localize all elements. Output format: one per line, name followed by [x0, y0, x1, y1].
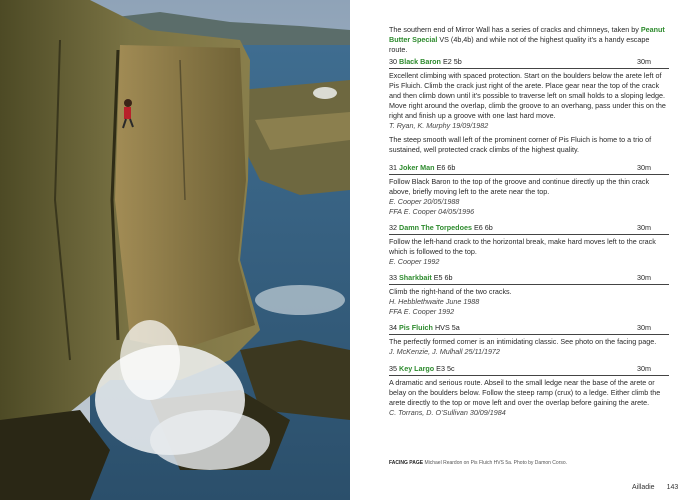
route-length: 30m: [637, 323, 651, 332]
section-paragraph: The steep smooth wall left of the prominent corner of Pis Fluich is home to a trio of sustained, well protected crack climbs of the highest quality.: [389, 135, 652, 154]
route-number: 31: [389, 163, 397, 172]
route-entry: [389, 323, 669, 357]
first-free-ascent: FFA E. Cooper 1992: [389, 307, 455, 316]
route-description: The perfectly formed corner is an intimidating classic. See photo on the facing page.: [389, 337, 657, 346]
route-header: [389, 364, 669, 376]
first-ascent: J. McKenzie, J. Mulhall 25/11/1972: [389, 347, 500, 356]
route-entry: [389, 223, 669, 267]
route-header: [389, 273, 669, 285]
route-grade: E5 6b: [433, 273, 453, 282]
route-number: 34: [389, 323, 397, 332]
first-ascent: C. Torrans, D. O’Sullivan 30/09/1984: [389, 408, 506, 417]
route-description: Follow the left-hand crack to the horizontal break, make hard moves left to the crack which is followed to the top.: [389, 237, 656, 256]
route-number: 32: [389, 223, 397, 232]
route-entry: [389, 273, 669, 317]
route-grade: E3 5c: [436, 364, 455, 373]
page-number: 143: [666, 484, 679, 491]
caption-text: Michael Reardon on Pis Fluich HVS 5a. Photo by Damon Corso.: [423, 460, 568, 466]
first-ascent: E. Cooper 1992: [389, 257, 440, 266]
guidebook-page: [350, 0, 700, 500]
route-length: 30m: [637, 273, 651, 282]
route-header: [389, 323, 669, 335]
route-description: A dramatic and serious route. Abseil to the small ledge near the base of the arete or belay on the boulders below. Follow the steep ramp (crux) to a ledge. Either climb the arete directly to the top or move left and over the overlap before gaining the arete.: [389, 378, 661, 407]
route-entry: [389, 163, 669, 217]
first-ascent: H. Hebblethwaite June 1988: [389, 297, 480, 306]
route-header: [389, 57, 669, 69]
route-length: 30m: [637, 57, 651, 66]
route-grade: E2 5b: [442, 57, 462, 66]
first-ascent: T. Ryan, K. Murphy 19/09/1982: [389, 121, 489, 130]
first-free-ascent: FFA E. Cooper 04/05/1996: [389, 207, 475, 216]
caption-label: FACING PAGE: [389, 460, 424, 466]
route-grade: HVS 5a: [434, 323, 460, 332]
photo-caption: [389, 460, 679, 466]
intro-text-after: VS (4b,4b) and while not of the highest quality it’s a handy escape route.: [389, 35, 650, 55]
route-description: Excellent climbing with spaced protection. Start on the boulders below the arete left of Pis Fluich. Climb the crack just right of the arete. Place gear near the top of the crack and then climb down until it’s possible to traverse left on small holds to a sloping ledge. Move right around the overlap, climb the groove to an overhang, pass under this on the right and finish up a groove with one last hard move.: [389, 71, 666, 120]
route-entry: [389, 57, 669, 131]
route-name: Black Baron: [399, 57, 441, 66]
route-description: Follow Black Baron to the top of the groove and continue directly up the thin crack above, briefly moving left to the arete near the top.: [389, 177, 650, 196]
route-number: 33: [389, 273, 397, 282]
route-name: Sharkbait: [399, 273, 432, 282]
route-grade: E6 6b: [436, 163, 456, 172]
route-length: 30m: [637, 364, 651, 373]
first-ascent: E. Cooper 20/05/1988: [389, 197, 460, 206]
route-length: 30m: [637, 163, 651, 172]
route-entry: [389, 364, 669, 418]
route-header: [389, 223, 669, 235]
route-number: 35: [389, 364, 397, 373]
route-length: 30m: [637, 223, 651, 232]
intro-text: The southern end of Mirror Wall has a series of cracks and chimneys, taken by: [389, 25, 641, 35]
section-name: Ailladie: [632, 484, 655, 491]
intro-paragraph: [389, 25, 669, 55]
route-name: Pis Fluich: [399, 323, 433, 332]
route-name: Damn The Torpedoes: [399, 223, 472, 232]
route-grade: E6 6b: [473, 223, 493, 232]
route-description: Climb the right-hand of the two cracks.: [389, 287, 512, 296]
page-footer: [620, 484, 678, 491]
route-name: Key Largo: [399, 364, 435, 373]
intro-route-name: Peanut Butter Special: [389, 25, 665, 45]
route-number: 30: [389, 57, 397, 66]
route-name: Joker Man: [399, 163, 435, 172]
route-header: [389, 163, 669, 175]
